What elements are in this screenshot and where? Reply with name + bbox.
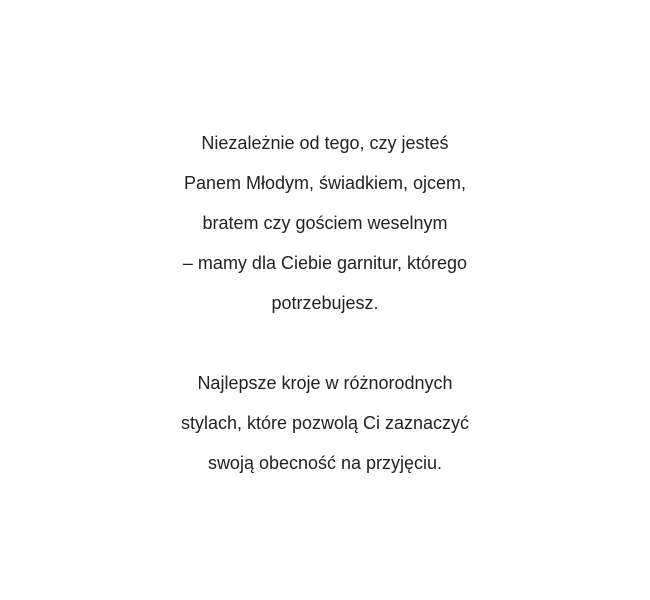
text-line: swoją obecność na przyjęciu. xyxy=(207,453,443,473)
paragraph-styles xyxy=(0,363,650,483)
text-line: Niezależnie od tego, czy jesteś xyxy=(201,133,449,153)
text-line: Panem Młodym, świadkiem, ojcem, xyxy=(183,173,467,193)
text-line: bratem czy gościem weselnym xyxy=(202,213,448,233)
text-line: potrzebujesz. xyxy=(271,293,379,313)
paragraph-intro xyxy=(0,123,650,323)
text-line: Najlepsze kroje w różnorodnych xyxy=(197,373,453,393)
text-block xyxy=(0,123,650,483)
text-line: – mamy dla Ciebie garnitur, którego xyxy=(182,253,468,273)
text-line: stylach, które pozwolą Ci zaznaczyć xyxy=(180,413,470,433)
